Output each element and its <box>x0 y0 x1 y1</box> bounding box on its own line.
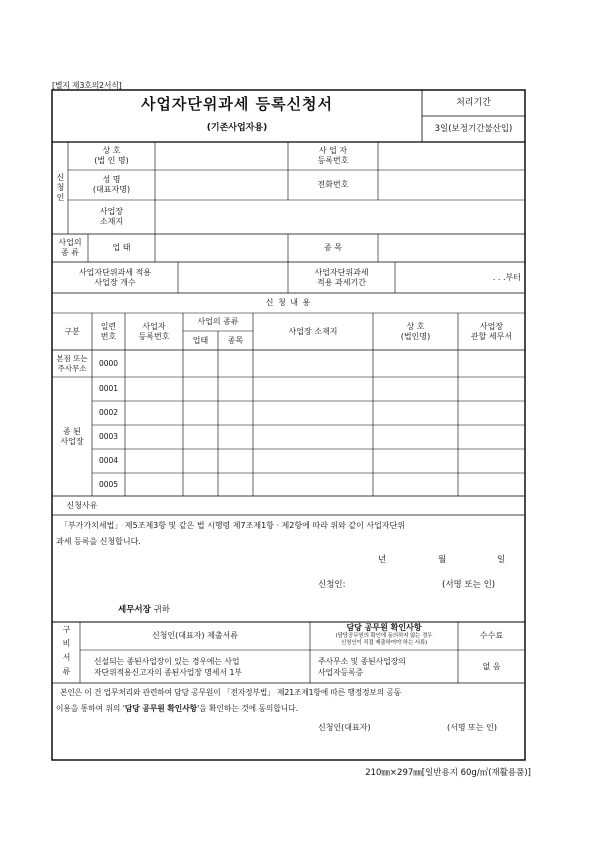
submit-doc-item: 신설되는 종된사업장이 있는 경우에는 사업 자단위적용신고자의 종된사업장 명세서 1부 <box>94 656 242 677</box>
business-reg-number-label: 사 업 자 등록번호 <box>317 146 349 165</box>
consent-text-a: 이용을 통하여 위의 ' <box>56 704 125 713</box>
declaration-text-line1: 「부가가치세법」 제5조제3항 및 같은 법 시행령 제7조제1항 · 제2항에 따라 위와 같이 사업자단위 <box>60 521 405 530</box>
applicant-sign-label: 신청인: <box>318 580 346 590</box>
confirm-doc-item: 주사무소 및 종된사업장의 사업자등록증 <box>318 656 406 677</box>
addressee <box>118 603 170 615</box>
business-item-label: 종 목 <box>324 243 342 252</box>
consent-text-b: '을 확인하는 것에 동의합니다. <box>197 704 299 713</box>
confirm-docs-header <box>310 623 458 647</box>
head-office-label: 본점 또는 주사무소 <box>56 353 88 373</box>
business-reg-number-field[interactable] <box>378 142 525 170</box>
phone-field[interactable] <box>378 170 525 200</box>
docs-section-label: 구비서류 <box>62 624 71 681</box>
consent-text-bold: 담당 공무원 확인사항 <box>124 704 198 713</box>
consent-text-line1: 본인은 이 건 업무처리와 관련하여 담당 공무원이 「전자정부법」 제21조제1항에 따른 행정정보의 공동 <box>60 688 402 697</box>
col-address-header: 사업장 소재지 <box>288 326 338 336</box>
col-trade-name-header: 상 호 (법인명) <box>400 321 431 341</box>
processing-period-value: 3일(보정기간불산입) <box>434 124 513 134</box>
fee-value: 없 음 <box>482 661 501 671</box>
reason-label: 신청사유 <box>66 500 98 510</box>
processing-period-label: 처리기간 <box>456 98 491 108</box>
workplace-count-field[interactable] <box>178 262 288 293</box>
col-type-header: 구분 <box>64 326 80 336</box>
business-category-field[interactable] <box>155 234 288 262</box>
confirm-docs-title: 담당 공무원 확인사항 <box>346 623 422 632</box>
form-subtitle: (기존사업자용) <box>206 123 268 133</box>
consent-signer-label: 신청인(대표자) <box>318 723 371 732</box>
serial-number: 0005 <box>98 479 119 489</box>
phone-label: 전화번호 <box>317 180 349 189</box>
trade-name-label: 상 호 (법 인 명) <box>94 146 129 165</box>
addressee-suffix: 귀하 <box>153 605 170 615</box>
consent-text-line2 <box>56 703 298 714</box>
col-kind-item-header: 종목 <box>227 335 244 345</box>
consent-sign-note: (서명 또는 인) <box>447 723 497 732</box>
serial-number: 0002 <box>98 408 119 417</box>
trade-name-field[interactable] <box>155 142 288 170</box>
addressee-name: 세무서장 <box>118 605 151 615</box>
serial-number: 0003 <box>98 432 119 441</box>
date-month: 월 <box>438 555 447 565</box>
business-address-field[interactable] <box>155 200 525 234</box>
applicant-section-label: 신청인 <box>56 173 65 203</box>
col-tax-office-header: 사업장 관할 세무서 <box>470 321 513 341</box>
sub-workplace-label: 종 된 사업장 <box>60 426 84 446</box>
business-item-field[interactable] <box>378 234 525 262</box>
col-kind-header: 사업의 종류 <box>197 317 239 326</box>
representative-name-label: 성 명 (대표자명) <box>92 175 131 194</box>
form-title: 사업자단위과세 등록신청서 <box>140 95 334 113</box>
confirm-docs-note: (담당공무원의 확인에 동의하지 않는 경우 신청인이 직접 제출하여야 하는 서류) <box>335 633 433 646</box>
submit-docs-header: 신청인(대표자) 제출서류 <box>151 631 239 640</box>
business-type-section-label: 사업의 종 류 <box>58 238 82 257</box>
business-category-label: 업 태 <box>112 243 131 252</box>
fee-header: 수수료 <box>479 631 504 640</box>
representative-name-field[interactable] <box>155 170 288 200</box>
serial-number: 0004 <box>98 456 119 465</box>
reason-field[interactable] <box>112 496 525 515</box>
content-section-header: 신 청 내 용 <box>265 298 312 307</box>
col-serial-header: 일련 번호 <box>100 321 117 341</box>
declaration-text-line2: 과세 등록을 신청합니다. <box>56 537 141 546</box>
tax-period-field[interactable]: . . .부터 <box>492 272 521 282</box>
paper-spec-footnote: 210㎜×297㎜[일반용지 60g/㎡(재활용품)] <box>365 768 531 778</box>
serial-number: 0001 <box>98 384 119 393</box>
tax-period-label: 사업자단위과세 적용 과세기간 <box>314 267 369 287</box>
form-number: [별지 제3호의2서식] <box>52 81 122 90</box>
serial-number: 0000 <box>98 358 119 368</box>
col-regno-header: 사업자 등록번호 <box>138 321 170 341</box>
workplace-count-label: 사업자단위과세 적용 사업장 개수 <box>78 267 152 287</box>
business-address-label: 사업장 소재지 <box>99 207 124 226</box>
applicant-sign-note: (서명 또는 인) <box>442 580 496 590</box>
col-kind-category-header: 업태 <box>192 335 209 345</box>
date-day: 일 <box>497 555 506 565</box>
date-year: 년 <box>378 555 387 565</box>
